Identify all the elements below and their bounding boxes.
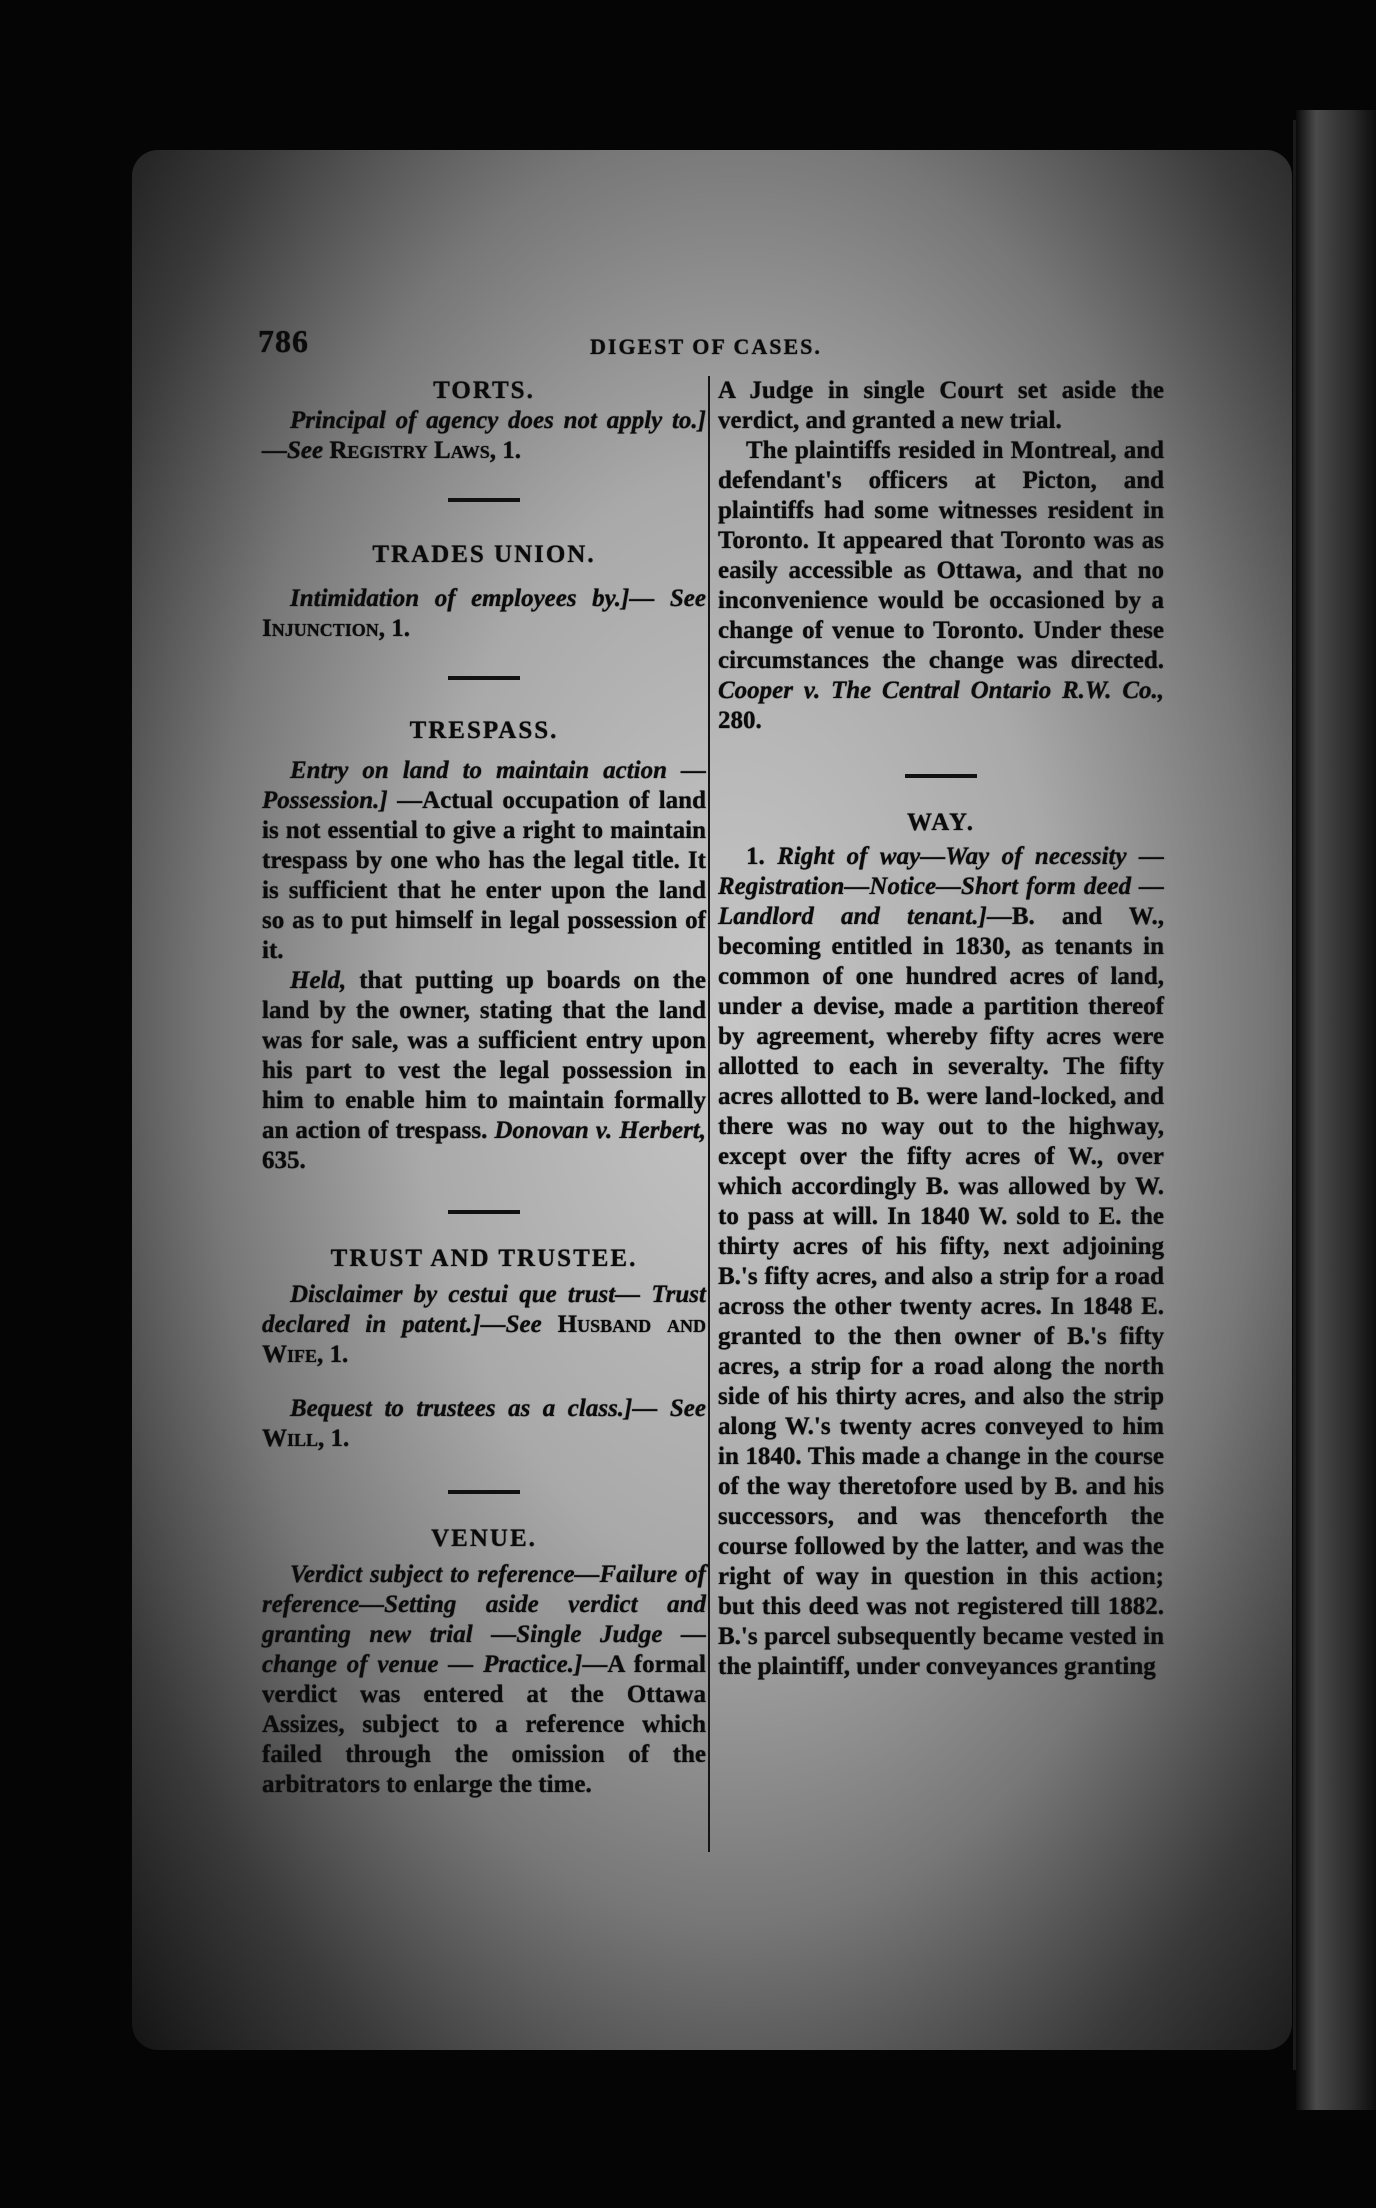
entry-body: —A formal verdict was entered at the Ottawa Assizes, subject to a reference which failed through the omission of the arbitrators to enlarge the time.	[262, 1651, 706, 1798]
heading-trespass: TRESPASS.	[409, 717, 559, 744]
case-name: Donovan v. Herbert,	[494, 1117, 706, 1144]
running-title: DIGEST OF CASES.	[590, 334, 822, 359]
case-page: 635.	[262, 1147, 306, 1174]
heading-trades-union: TRADES UNION.	[372, 541, 596, 568]
catchline: Principal of agency does not apply to.]	[290, 407, 706, 434]
entry-trespass-held	[262, 966, 706, 1176]
see-text: —See	[480, 1311, 558, 1338]
reference-number: , 1.	[317, 1341, 349, 1368]
catchline: Entry on land to maintain action —Possession.]	[262, 757, 706, 814]
right-column	[718, 374, 1164, 1682]
section-rule	[905, 774, 977, 778]
entry-body: that putting up boards on the land by the owner, stating that the land was for sale, was a sufficient entry upon his part to vest the legal possession in him to enable him to maintain formally an action of trespass.	[262, 967, 706, 1144]
entry-number: 1.	[746, 843, 778, 870]
reference-number: , 1.	[318, 1425, 350, 1452]
catchline: Disclaimer by cestui que trust— Trust declared in patent.]	[262, 1281, 706, 1338]
heading-venue: VENUE.	[431, 1525, 537, 1552]
catchline: Intimidation of employees by.]	[290, 585, 630, 612]
entry-trespass	[262, 756, 706, 966]
cross-reference: Injunction	[262, 615, 379, 642]
cross-reference: Registry Laws	[329, 437, 490, 464]
heading-torts: TORTS.	[433, 377, 535, 404]
case-name: Cooper v. The Central Ontario R.W. Co.,	[718, 677, 1164, 704]
section-rule	[448, 498, 520, 502]
heading-way: WAY.	[907, 809, 975, 836]
catchline: Bequest to trustees as a class.]	[290, 1395, 633, 1422]
left-column	[262, 374, 706, 1800]
entry-body: —B. and W., becoming entitled in 1830, as tenants in common of one hundred acres of land, under a devise, made a partition thereof by agreement, whereby fifty acres were allotted to each in severalty. The fifty acres allotted to B. were land-locked, and there was no way out to the highway, except over the fifty acres of W., over which accordingly B. was allowed by W. to pass at will. In 1840 W. sold to E. the thirty acres of his fifty, next adjoining B.'s fifty acres, and also a strip for a road across the other twenty acres. In 1848 E. granted to the then owner of B.'s fifty acres, a strip for a road along the north side of his thirty acres, and also the strip along W.'s twenty acres conveyed to him in 1840. This made a change in the course of the way theretofore used by B. and his successors, and was thenceforth the course followed by the latter, and was the right of way in question in this action; but this deed was not registered till 1882. B.'s parcel subsequently became vested in the plaintiff, under conveyances granting	[718, 903, 1164, 1680]
catchline: Right of way—Way of necessity —Registration—Notice—Short form deed — Landlord and tenant.]	[718, 843, 1165, 930]
page-number: 786	[258, 323, 309, 359]
running-head	[250, 320, 1160, 360]
entry-body: The plaintiffs resided in Montreal, and defendant's officers at Picton, and plaintiffs had some witnesses resident in Toronto. It appeared that Toronto was as easily accessible as Ottawa, and that no inconvenience would be occasioned by a change of venue to Toronto. Under these circumstances the change was directed.	[718, 437, 1164, 674]
reference-number: , 1.	[378, 615, 410, 642]
reference-number: , 1.	[489, 437, 521, 464]
cross-reference: Will	[262, 1425, 319, 1452]
catchline: Verdict subject to reference—Failure of reference—Setting aside verdict and granting new trial —Single Judge —change of venue — Practice.]	[262, 1561, 706, 1678]
entry-trust-disclaimer	[262, 1280, 706, 1370]
section-rule	[448, 1490, 520, 1494]
entry-venue	[262, 1560, 706, 1800]
entry-venue-facts	[718, 436, 1164, 736]
column-rule	[708, 376, 710, 1852]
entry-way-1	[718, 842, 1164, 1682]
entry-trades-union	[262, 584, 706, 644]
section-rule	[448, 1210, 520, 1214]
entry-trust-bequest	[262, 1394, 706, 1454]
entry-body: —Actual occupation of land is not essential to give a right to maintain trespass by one who has the legal title. It is sufficient that he enter upon the land so as to put himself in legal possession of it.	[262, 787, 706, 964]
entry-torts	[262, 406, 706, 466]
section-rule	[448, 676, 520, 680]
entry-venue-continued: A Judge in single Court set aside the verdict, and granted a new trial.	[718, 377, 1164, 434]
adjacent-page-edge	[1296, 110, 1376, 2110]
cross-reference: Husband and Wife	[262, 1311, 706, 1368]
heading-trust-and-trustee: TRUST AND TRUSTEE.	[330, 1245, 638, 1272]
held-word: Held,	[290, 967, 347, 994]
see-text: —See	[262, 437, 330, 464]
see-text: — See	[629, 585, 706, 612]
see-text: — See	[632, 1395, 706, 1422]
case-page: 280.	[718, 707, 762, 734]
book-page	[250, 310, 1165, 1880]
